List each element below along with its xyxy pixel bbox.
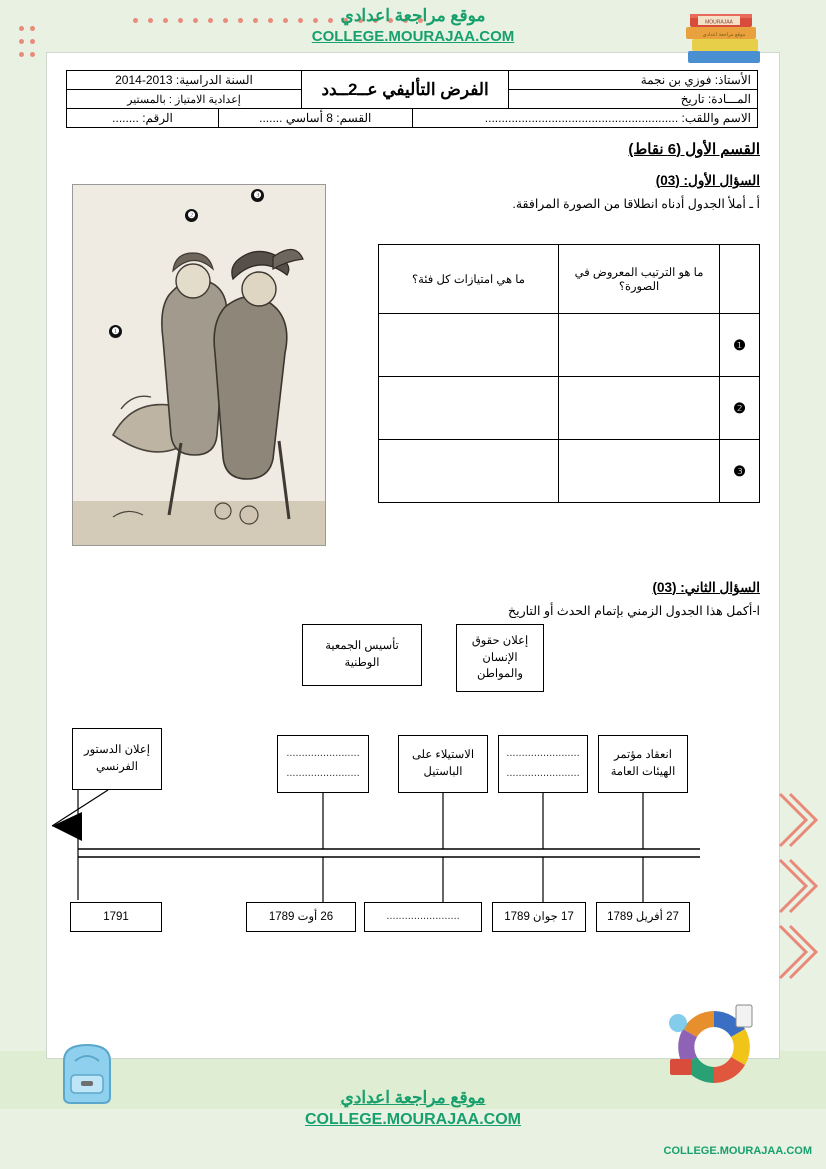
timeline-event-box-4[interactable]: ........................ ........................ [277,735,369,793]
table-header-cell-privileges: ما هي امتيازات كل فئة؟ [379,245,559,314]
timeline-event-box-2[interactable]: ........................ ........................ [498,735,588,793]
timeline-date-box-3[interactable]: ........................ [364,902,482,932]
question-two-title: السؤال الثاني: (03) [652,580,760,595]
svg-text:MOURAJAA: MOURAJAA [705,19,733,26]
timeline-date-box-1[interactable]: 27 أفريل 1789 [596,902,690,932]
timeline-event-box-3[interactable]: الاستيلاء على الباستيل [398,735,488,793]
timeline-date-box-4[interactable]: 26 أوت 1789 [246,902,356,932]
watermark-bottom-url: COLLEGE.MOURAJAA.COM [305,1111,521,1128]
header-number-dots: ........ [112,111,139,125]
watermark-top-url: COLLEGE.MOURAJAA.COM [311,28,515,45]
timeline-top-box-assembly[interactable]: تأسيس الجمعية الوطنية [302,624,422,686]
timeline-event-box-1[interactable]: انعقاد مؤتمر الهيئات العامة [598,735,688,793]
row-number-2: ❷ [720,377,760,440]
header-name-dots: .......................................................... [484,111,679,125]
question-one-title: السؤال الأول: (03) [655,173,760,188]
svg-text:موقع مراجعة اعدادي: موقع مراجعة اعدادي [702,32,746,38]
cartoon-marker-3: ❸ [251,189,264,202]
timeline-top-box-rights[interactable]: إعلان حقوق الإنسان والمواطن [456,624,544,692]
timeline-date-box-2[interactable]: 17 جوان 1789 [492,902,586,932]
row-number-3: ❸ [720,440,760,503]
header-number-label: الرقم: [142,111,173,125]
watermark-top-arabic: موقع مراجعة اعدادي [340,6,486,25]
question-one-instruction: أ ـ أملأ الجدول أدناه انطلاقا من الصورة المرافقة. [512,197,760,211]
header-class-dots: ....... [259,111,283,125]
header-title: الفرض التأليفي عــ2ــدد [301,71,508,109]
watermark-bottom-arabic: موقع مراجعة اعدادي [340,1088,486,1107]
header-subject: المـــادة: تاريخ [509,90,758,109]
timeline-date-box-5[interactable]: 1791 [70,902,162,932]
cartoon-marker-2: ❷ [185,209,198,222]
header-class-label: القسم: 8 أساسي [285,111,372,125]
timeline-event-box-5[interactable]: إعلان الدستور الفرنسي [72,728,162,790]
table-header-cell-rank: ما هو الترتيب المعروض في الصورة؟ [558,245,719,314]
row-number-1: ❶ [720,314,760,377]
question-two-instruction: ا-أكمل هذا الجدول الزمني بإتمام الحدث أو التاريخ [508,604,760,618]
header-teacher: الأستاذ: فوزي بن نجمة [509,71,758,90]
header-school-year: السنة الدراسية: 2013-2014 [67,71,302,90]
cartoon-marker-1: ❶ [109,325,122,338]
header-school: إعدادية الامتياز : بالمستير [67,90,302,109]
watermark-corner-url: COLLEGE.MOURAJAA.COM [663,1145,812,1157]
header-name-label: الاسم واللقب: [681,111,751,125]
section-one-title: القسم الأول (6 نقاط) [628,141,760,158]
